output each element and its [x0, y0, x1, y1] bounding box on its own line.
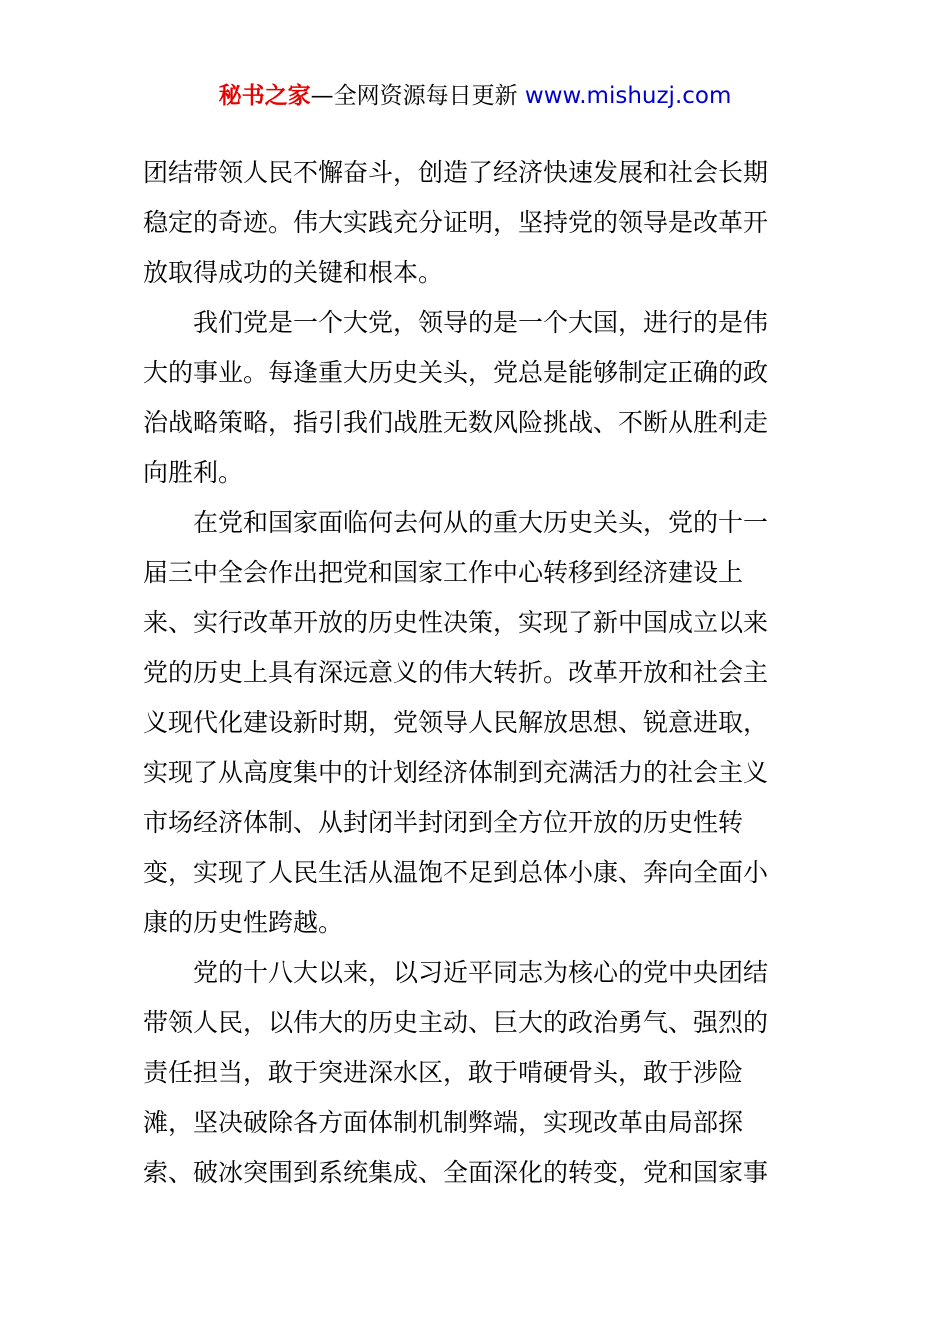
text-line: 放取得成功的关键和根本。 — [143, 258, 444, 287]
text-line: 康的历史性跨越。 — [143, 908, 344, 937]
site-url-link[interactable]: www.mishuzj.com — [524, 83, 732, 109]
text-line: 滩，坚决破除各方面体制机制弊端，实现改革由局部探 — [143, 1108, 744, 1137]
text-line: 大的事业。每逢重大历史关头，党总是能够制定正确的政 — [143, 358, 769, 387]
site-header — [0, 80, 950, 112]
site-tagline: —全网资源每日更新 — [310, 83, 518, 109]
text-line: 索、破冰突围到系统集成、全面深化的转变，党和国家事 — [143, 1158, 769, 1187]
text-line: 市场经济体制、从封闭半封闭到全方位开放的历史性转 — [143, 808, 744, 837]
text-line: 党的历史上具有深远意义的伟大转折。改革开放和社会主 — [143, 658, 769, 687]
paragraph-first-line: 在党和国家面临何去何从的重大历史关头，党的十一 — [193, 508, 769, 537]
paragraph-first-line: 党的十八大以来，以习近平同志为核心的党中央团结 — [193, 958, 769, 987]
site-brand: 秘书之家 — [218, 83, 311, 109]
text-line: 向胜利。 — [143, 458, 244, 487]
text-line: 实现了从高度集中的计划经济体制到充满活力的社会主义 — [143, 758, 769, 787]
text-line: 届三中全会作出把党和国家工作中心转移到经济建设上 — [143, 558, 744, 587]
text-line: 团结带领人民不懈奋斗，创造了经济快速发展和社会长期 — [143, 158, 769, 187]
text-line: 来、实行改革开放的历史性决策，实现了新中国成立以来 — [143, 608, 769, 637]
text-line: 治战略策略，指引我们战胜无数风险挑战、不断从胜利走 — [143, 408, 769, 437]
text-line: 责任担当，敢于突进深水区，敢于啃硬骨头，敢于涉险 — [143, 1058, 744, 1087]
text-line: 稳定的奇迹。伟大实践充分证明，坚持党的领导是改革开 — [143, 208, 769, 237]
text-line: 带领人民，以伟大的历史主动、巨大的政治勇气、强烈的 — [143, 1008, 769, 1037]
document-body — [143, 148, 808, 1198]
paragraph-first-line: 我们党是一个大党，领导的是一个大国，进行的是伟 — [193, 308, 769, 337]
text-line: 义现代化建设新时期，党领导人民解放思想、锐意进取， — [143, 708, 769, 737]
text-line: 变，实现了人民生活从温饱不足到总体小康、奔向全面小 — [143, 858, 769, 887]
